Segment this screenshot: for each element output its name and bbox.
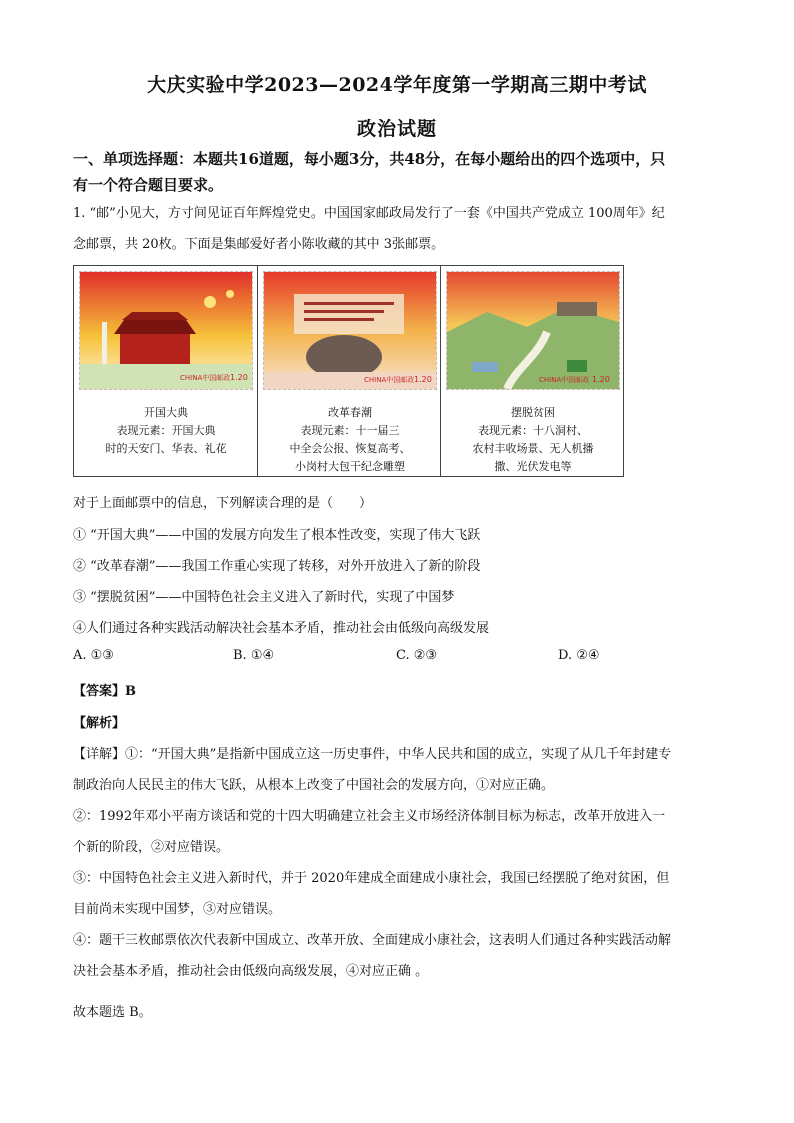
subject-title: 政治试题 bbox=[356, 118, 437, 140]
stamp-3-price: 1.20 bbox=[592, 375, 610, 384]
stamp-caption-1 bbox=[86, 404, 246, 458]
conclusion: 故本题选 B。 bbox=[73, 1005, 152, 1020]
stamp-cell-3 bbox=[440, 266, 624, 476]
detail-line-2: 制政治向人民民主的伟大飞跃，从根本上改变了中国社会的发展方向，①对应正确。 bbox=[73, 778, 555, 793]
stamp-image-tuopin-icon bbox=[446, 271, 620, 390]
stamp-cell-1 bbox=[74, 266, 257, 476]
stamp-1-brand: CHINA中国邮政 bbox=[180, 374, 231, 382]
detail-line-3: ②：1992年邓小平南方谈话和党的十四大明确建立社会主义市场经济体制目标为标志，改革开放进入一 bbox=[73, 809, 666, 824]
question-prompt: 对于上面邮票中的信息，下列解读合理的是（ ） bbox=[73, 496, 373, 511]
stamp-desc-3c: 撒、光伏发电等 bbox=[494, 460, 572, 473]
analysis-label: 【解析】 bbox=[73, 716, 126, 731]
stamp-title-2: 改革春潮 bbox=[328, 406, 372, 419]
stamp-desc-2a: 表现元素：十一届三 bbox=[300, 424, 400, 437]
section-heading-line1: 一、单项选择题：本题共16道题，每小题3分，共48分，在每小题给出的四个选项中，只 bbox=[73, 150, 666, 168]
stamp-2-brand: CHINA中国邮政 bbox=[364, 376, 415, 384]
stamp-caption-2 bbox=[270, 404, 430, 476]
option-a: A. ①③ bbox=[73, 648, 114, 663]
statement-3: ③ “摆脱贫困”——中国特色社会主义进入了新时代，实现了中国梦 bbox=[73, 590, 455, 605]
stamp-desc-1a: 表现元素：开国大典 bbox=[116, 424, 216, 437]
detail-line-6: 目前尚未实现中国梦，③对应错误。 bbox=[73, 902, 282, 917]
detail-line-5: ③：中国特色社会主义进入新时代，并于 2020年建成全面建成小康社会，我国已经摆脱了绝对贫困，但 bbox=[73, 871, 670, 886]
stamp-desc-3b: 农村丰收场景、无人机播 bbox=[472, 442, 594, 455]
option-b: B. ①④ bbox=[233, 648, 275, 663]
stamp-table bbox=[73, 265, 624, 477]
answer-label: 【答案】B bbox=[73, 684, 136, 699]
question-stem-line1: 1. “邮”小见大，方寸间见证百年辉煌党史。中国国家邮政局发行了一套《中国共产党成立 100周年》纪 bbox=[73, 206, 665, 221]
detail-line-8: 决社会基本矛盾，推动社会由低级向高级发展，④对应正确 。 bbox=[73, 964, 429, 979]
statement-4: ④人们通过各种实践活动解决社会基本矛盾，推动社会由低级向高级发展 bbox=[73, 621, 490, 636]
section-heading-line2: 有一个符合题目要求。 bbox=[73, 176, 224, 194]
stamp-title-3: 摆脱贫困 bbox=[511, 406, 555, 419]
stamp-cell-2 bbox=[257, 266, 441, 476]
detail-line-7: ④：题干三枚邮票依次代表新中国成立、改革开放、全面建成小康社会，这表明人们通过各种实践活动解 bbox=[73, 933, 672, 948]
stamp-desc-2c: 小岗村大包干纪念雕塑 bbox=[295, 460, 405, 473]
stamp-2-price: 1.20 bbox=[414, 375, 432, 384]
stamp-desc-2b: 中全会公报、恢复高考、 bbox=[289, 442, 411, 455]
section-heading bbox=[73, 146, 733, 198]
statement-2: ② “改革春潮”——我国工作重心实现了转移，对外开放进入了新的阶段 bbox=[73, 559, 481, 574]
stamp-1-price: 1.20 bbox=[230, 373, 248, 382]
detail-line-4: 个新的阶段，②对应错误。 bbox=[73, 840, 230, 855]
stamp-3-brand: CHINA中国邮政 bbox=[539, 376, 590, 384]
stamp-caption-3 bbox=[453, 404, 613, 476]
stamp-title-1: 开国大典 bbox=[144, 406, 188, 419]
question-stem-line2: 念邮票，共 20枚。下面是集邮爱好者小陈收藏的其中 3张邮票。 bbox=[73, 237, 445, 252]
stamp-image-kaiguo-icon bbox=[79, 271, 253, 390]
stamp-desc-3a: 表现元素：十八洞村、 bbox=[478, 424, 588, 437]
stamp-desc-1b: 时的天安门、华表、礼花 bbox=[105, 442, 227, 455]
stamp-image-gaige-icon bbox=[263, 271, 437, 390]
detail-line-1: 【详解】①：“开国大典”是指新中国成立这一历史事件，中华人民共和国的成立，实现了从几千年封建专 bbox=[73, 747, 672, 762]
option-d: D. ②④ bbox=[558, 648, 600, 663]
exam-title: 大庆实验中学2023—2024学年度第一学期高三期中考试 bbox=[147, 74, 647, 96]
option-c: C. ②③ bbox=[396, 648, 438, 663]
statement-1: ① “开国大典”——中国的发展方向发生了根本性改变，实现了伟大飞跃 bbox=[73, 528, 481, 543]
